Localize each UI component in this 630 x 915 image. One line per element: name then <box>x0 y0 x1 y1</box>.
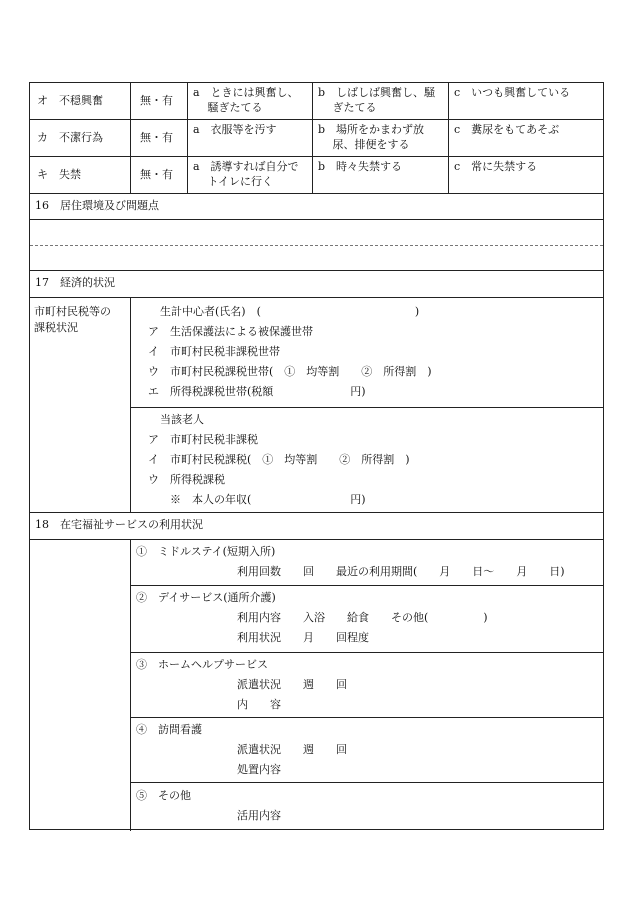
service-detail: 処置内容 <box>237 763 281 776</box>
behavior-item-label: カ 不潔行為 <box>37 131 103 144</box>
option-b: b 場所をかまわず放 <box>318 123 425 136</box>
person-option: ウ 所得税課税 <box>148 473 225 486</box>
annual-income: ※ 本人の年収( 円) <box>170 493 366 506</box>
option-a: a ときには興奮し、 <box>193 86 299 99</box>
person-option: ア 市町村民税非課税 <box>148 433 258 446</box>
col-divider <box>187 83 188 193</box>
row-divider <box>30 297 603 298</box>
option-a: a 衣服等を汚す <box>193 123 277 136</box>
option-b: ぎたてる <box>318 101 377 114</box>
presence-label: 無・有 <box>140 94 173 107</box>
service-detail: 活用内容 <box>237 809 281 822</box>
service-detail: 派遣状況 週 回 <box>237 678 347 691</box>
option-b: b しばしば興奮し、騒 <box>318 86 436 99</box>
row-divider <box>30 156 603 157</box>
row-divider <box>30 270 603 271</box>
person-option: イ 市町村民税課税( ① 均等割 ② 所得割 ) <box>148 453 410 466</box>
household-option: ウ 市町村民税課税世帯( ① 均等割 ② 所得割 ) <box>148 365 432 378</box>
service-name: ① ミドルステイ(短期入所) <box>136 545 276 558</box>
col-divider <box>130 539 131 831</box>
row-divider <box>30 512 603 513</box>
option-c: c 糞尿をもてあそぶ <box>454 123 560 136</box>
household-option: ア 生活保護法による被保護世帯 <box>148 325 313 338</box>
col-divider <box>312 83 313 193</box>
behavior-item-label: オ 不穏興奮 <box>37 94 103 107</box>
row-divider <box>130 407 603 408</box>
service-name: ⑤ その他 <box>136 789 191 802</box>
household-option: イ 市町村民税非課税世帯 <box>148 345 280 358</box>
section-18-title: 18 在宅福祉サービスの利用状況 <box>35 518 203 531</box>
presence-label: 無・有 <box>140 168 173 181</box>
section-17-title: 17 経済的状況 <box>35 276 115 289</box>
behavior-item-label: キ 失禁 <box>37 168 81 181</box>
service-detail: 利用内容 入浴 給食 その他( ) <box>237 611 488 624</box>
service-name: ④ 訪問看護 <box>136 723 202 736</box>
row-divider <box>130 585 603 586</box>
option-a: 騒ぎたてる <box>193 101 263 114</box>
person-label: 当該老人 <box>160 413 204 426</box>
service-name: ② デイサービス(通所介護) <box>136 591 276 604</box>
dashed-divider <box>30 245 603 246</box>
option-b: 尿、排便をする <box>318 138 410 151</box>
tax-status-label: 市町村民税等の <box>34 305 111 318</box>
presence-label: 無・有 <box>140 131 173 144</box>
row-divider <box>130 782 603 783</box>
option-c: c 常に失禁する <box>454 160 538 173</box>
service-detail: 利用状況 月 回程度 <box>237 631 369 644</box>
service-detail: 内 容 <box>237 698 281 711</box>
row-divider <box>30 193 603 194</box>
household-option: エ 所得税課税世帯(税額 円) <box>148 385 366 398</box>
option-a: トイレに行く <box>193 175 273 188</box>
row-divider <box>130 717 603 718</box>
tax-status-label: 課税状況 <box>34 321 78 334</box>
row-divider <box>30 219 603 220</box>
row-divider <box>130 652 603 653</box>
service-detail: 利用回数 回 最近の利用期間( 月 日～ 月 日) <box>237 565 565 578</box>
option-a: a 誘導すれば自分で <box>193 160 299 173</box>
col-divider <box>448 83 449 193</box>
option-c: c いつも興奮している <box>454 86 571 99</box>
household-head: 生計中心者(氏名) ( ) <box>160 305 420 318</box>
row-divider <box>30 539 603 540</box>
row-divider <box>30 119 603 120</box>
assessment-form <box>29 82 604 830</box>
service-detail: 派遣状況 週 回 <box>237 743 347 756</box>
section-16-title: 16 居住環境及び問題点 <box>35 199 159 212</box>
col-divider <box>130 297 131 512</box>
option-b: b 時々失禁する <box>318 160 403 173</box>
service-name: ③ ホームヘルプサービス <box>136 658 268 671</box>
col-divider <box>130 83 131 193</box>
